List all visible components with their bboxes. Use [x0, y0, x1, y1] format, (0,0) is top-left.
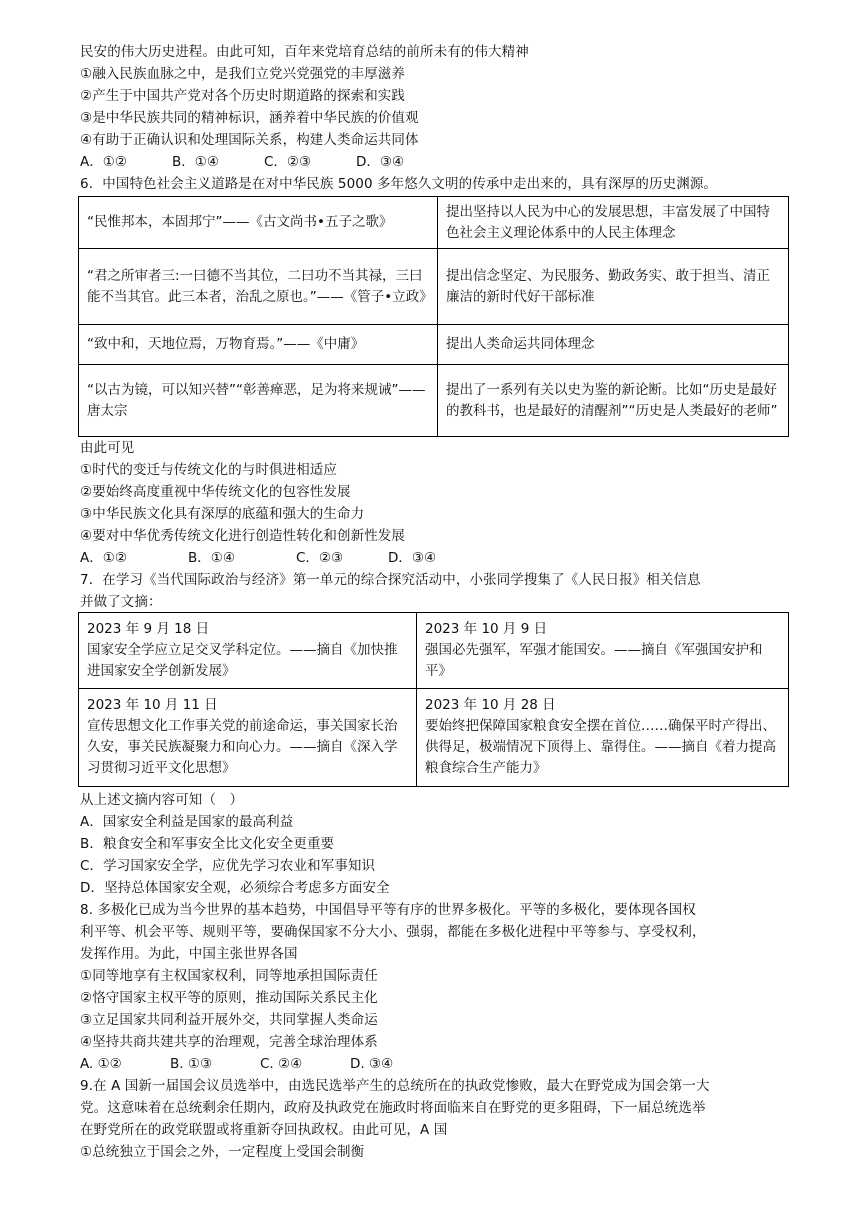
- q7-stem-line-1: 7．在学习《当代国际政治与经济》第一单元的综合探究活动中，小张同学搜集了《人民日报》相关信息: [80, 572, 701, 588]
- table-row: [79, 689, 789, 787]
- q8-item-2: ②恪守国家主权平等的原则，推动国际关系民主化: [80, 990, 378, 1006]
- q8-stem-line-2: 利平等、机会平等、规则平等，要确保国家不分大小、强弱，都能在多极化进程中平等参与、享受权利，: [80, 924, 706, 940]
- q6-cell-idea: 提出了一系列有关以史为鉴的新论断。比如“历史是最好的教科书，也是最好的清醒剂”“历史是人类最好的老师”: [438, 365, 789, 437]
- q7-cell-text: 宣传思想文化工作事关党的前途命运，事关国家长治久安，事关民族凝聚力和向心力。——摘自《深入学习贯彻习近平文化思想》: [87, 718, 398, 776]
- q7-cell: [79, 613, 417, 689]
- q7-cell: [417, 613, 789, 689]
- q5-item-3: ③是中华民族共同的精神标识，涵养着中华民族的价值观: [80, 110, 419, 126]
- q7-option-b[interactable]: B．粮食安全和军事安全比文化安全更重要: [80, 836, 335, 852]
- q9-item-1: ①总统独立于国会之外，一定程度上受国会制衡: [80, 1144, 365, 1160]
- q6-item-2: ②要始终高度重视中华传统文化的包容性发展: [80, 484, 351, 500]
- table-row: [79, 613, 789, 689]
- q7-cell-date: 2023 年 10 月 9 日: [425, 621, 548, 637]
- q5-option-b[interactable]: B．①④: [172, 154, 219, 170]
- q6-cell-quote: “致中和，天地位焉，万物育焉。”——《中庸》: [79, 325, 438, 365]
- q6-item-4: ④要对中华优秀传统文化进行创造性转化和创新性发展: [80, 528, 406, 544]
- q5-item-1: ①融入民族血脉之中，是我们立党兴党强党的丰厚滋养: [80, 66, 406, 82]
- q8-option-c[interactable]: C. ②④: [260, 1056, 303, 1072]
- q6-table: [78, 196, 789, 437]
- q5-item-4: ④有助于正确认识和处理国际关系，构建人类命运共同体: [80, 132, 419, 148]
- q8-option-d[interactable]: D. ③④: [350, 1056, 394, 1072]
- q6-item-3: ③中华民族文化具有深厚的底蕴和强大的生命力: [80, 506, 365, 522]
- q6-option-d[interactable]: D．③④: [388, 550, 437, 566]
- q5-item-2: ②产生于中国共产党对各个历史时期道路的探索和实践: [80, 88, 406, 104]
- q8-item-3: ③立足国家共同利益开展外交，共同掌握人类命运: [80, 1012, 378, 1028]
- q8-options: [80, 1054, 440, 1074]
- q8-item-1: ①同等地享有主权国家权利，同等地承担国际责任: [80, 968, 378, 984]
- q6-option-a[interactable]: A．①②: [80, 550, 127, 566]
- q8-option-a[interactable]: A. ①②: [80, 1056, 122, 1072]
- q6-cell-quote: “民惟邦本，本固邦宁”——《古文尚书•五子之歌》: [79, 197, 438, 249]
- q7-cell: [79, 689, 417, 787]
- q6-cell-idea: 提出坚持以人民为中心的发展思想，丰富发展了中国特色社会主义理论体系中的人民主体理念: [438, 197, 789, 249]
- table-row: [79, 197, 789, 249]
- q6-lead: 由此可见: [80, 440, 135, 456]
- q7-cell-text: 国家安全学应立足交叉学科定位。——摘自《加快推进国家安全学创新发展》: [87, 642, 398, 679]
- q7-lead: 从上述文摘内容可知（ ）: [80, 792, 244, 808]
- q7-option-d[interactable]: D．坚持总体国家安全观，必须综合考虑多方面安全: [80, 880, 390, 896]
- q8-stem-line-3: 发挥作用。为此，中国主张世界各国: [80, 946, 298, 962]
- q5-options: [80, 152, 448, 172]
- q7-option-a[interactable]: A．国家安全利益是国家的最高利益: [80, 814, 294, 830]
- q9-stem-line-1: 9.在 A 国新一届国会议员选举中，由选民选举产生的总统所在的执政党惨败，最大在野党成为国会第一大: [80, 1078, 710, 1094]
- table-row: [79, 249, 789, 325]
- q7-cell-date: 2023 年 10 月 11 日: [87, 697, 218, 713]
- q5-option-a[interactable]: A．①②: [80, 154, 127, 170]
- q7-cell-text: 强国必先强军，军强才能国安。——摘自《军强国安护和平》: [425, 642, 763, 679]
- q5-stem-tail: 民安的伟大历史进程。由此可知，百年来党培育总结的前所未有的伟大精神: [80, 44, 529, 60]
- q6-item-1: ①时代的变迁与传统文化的与时俱进相适应: [80, 462, 338, 478]
- q7-cell-date: 2023 年 9 月 18 日: [87, 621, 210, 637]
- q5-option-d[interactable]: D．③④: [356, 154, 405, 170]
- q6-cell-quote: “以古为镜，可以知兴替”“彰善瘅恶，足为将来规诫”——唐太宗: [79, 365, 438, 437]
- q6-options: [80, 548, 480, 568]
- table-row: [79, 325, 789, 365]
- q7-cell-date: 2023 年 10 月 28 日: [425, 697, 556, 713]
- q6-option-c[interactable]: C．②③: [296, 550, 344, 566]
- table-row: [79, 365, 789, 437]
- q6-cell-idea: 提出人类命运共同体理念: [438, 325, 789, 365]
- q7-table: [78, 612, 789, 787]
- q6-cell-idea: 提出信念坚定、为民服务、勤政务实、敢于担当、清正廉洁的新时代好干部标准: [438, 249, 789, 325]
- q7-cell: [417, 689, 789, 787]
- q7-stem-line-2: 并做了文摘：: [80, 594, 162, 610]
- q8-item-4: ④坚持共商共建共享的治理观，完善全球治理体系: [80, 1034, 378, 1050]
- q9-stem-line-3: 在野党所在的政党联盟或将重新夺回执政权。由此可见，A 国: [80, 1122, 448, 1138]
- q5-option-c[interactable]: C．②③: [264, 154, 312, 170]
- q8-option-b[interactable]: B. ①③: [170, 1056, 213, 1072]
- q6-option-b[interactable]: B．①④: [188, 550, 235, 566]
- q6-cell-quote: “君之所审者三:一曰德不当其位，二曰功不当其禄，三曰能不当其官。此三本者，治乱之原也。”——《管子•立政》: [79, 249, 438, 325]
- q9-stem-line-2: 党。这意味着在总统剩余任期内，政府及执政党在施政时将面临来自在野党的更多阻碍，下一届总统选举: [80, 1100, 706, 1116]
- q6-stem: 6．中国特色社会主义道路是在对中华民族 5000 多年悠久文明的传承中走出来的，具有深厚的历史渊源。: [80, 176, 718, 192]
- q7-option-c[interactable]: C．学习国家安全学，应优先学习农业和军事知识: [80, 858, 376, 874]
- q8-stem-line-1: 8. 多极化已成为当今世界的基本趋势，中国倡导平等有序的世界多极化。平等的多极化，要体现各国权: [80, 902, 696, 918]
- q7-cell-text: 要始终把保障国家粮食安全摆在首位……确保平时产得出、供得足，极端情况下顶得上、靠得住。——摘自《着力提高粮食综合生产能力》: [425, 718, 776, 776]
